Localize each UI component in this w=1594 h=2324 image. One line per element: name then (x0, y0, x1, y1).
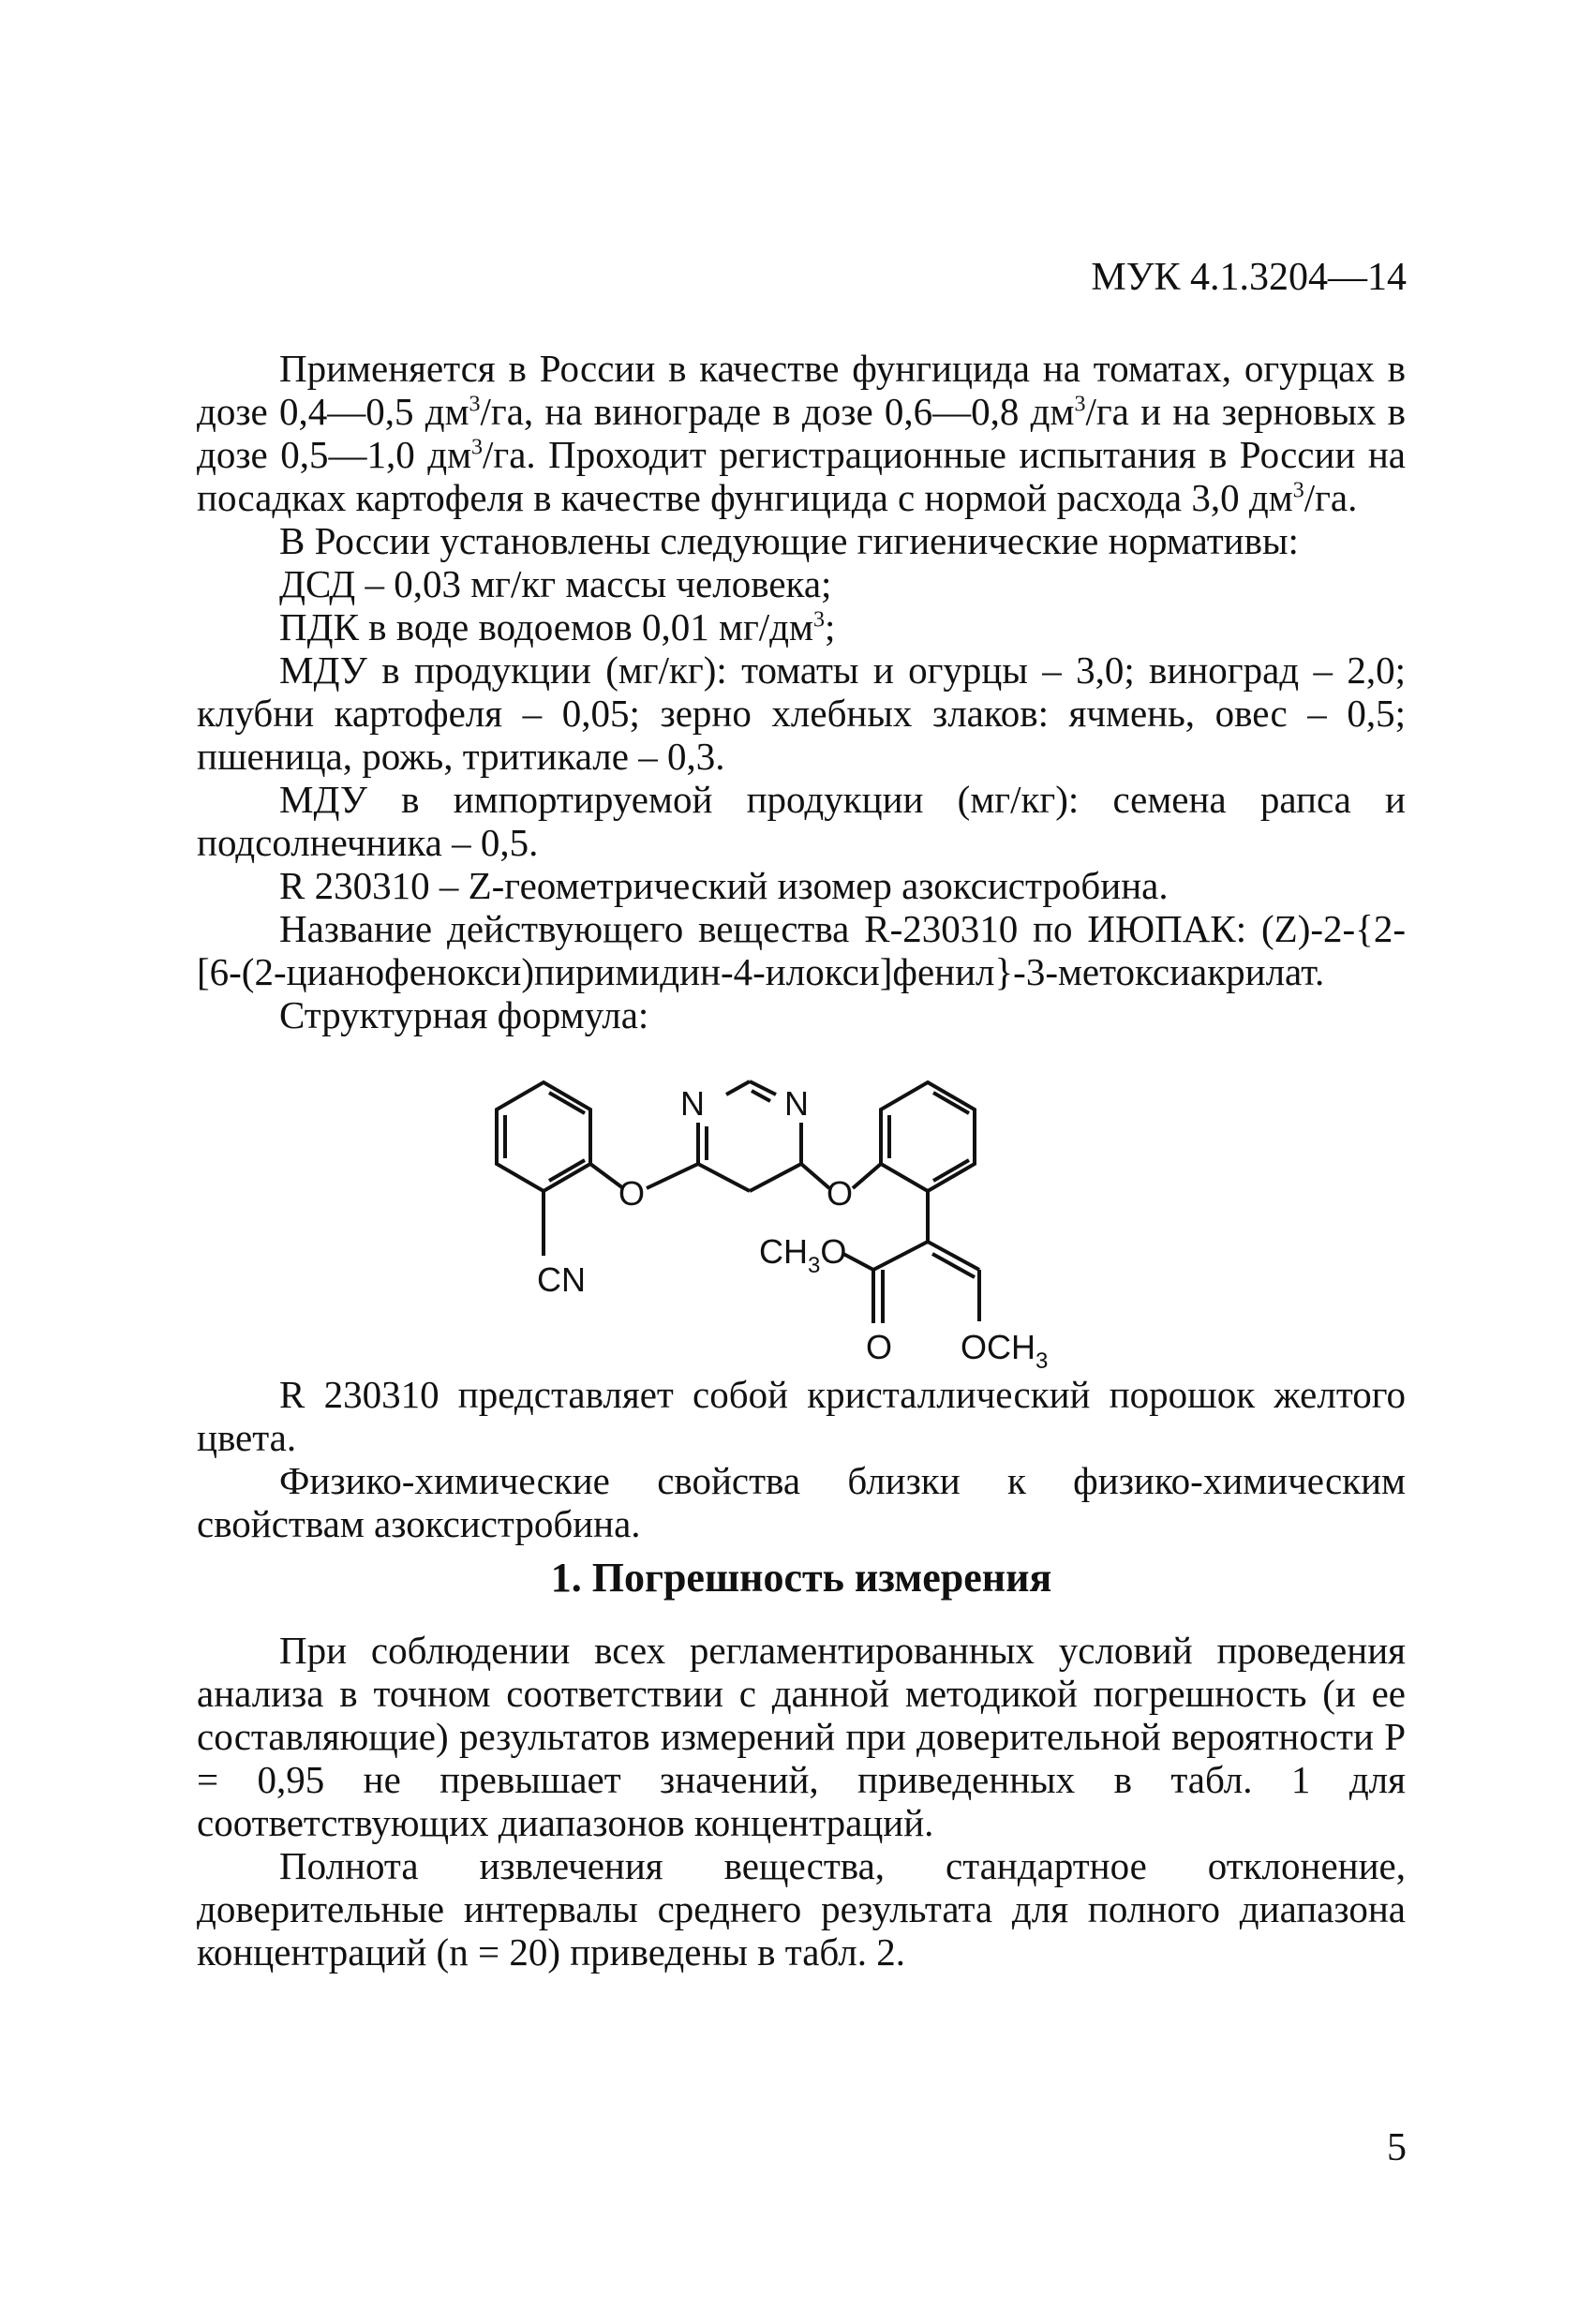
paragraph-formula-label: Структурная формула: (279, 993, 649, 1036)
paragraph-dsd: ДСД – 0,03 мг/кг массы человека; (279, 562, 832, 605)
paragraph-error: При соблюдении всех регламентированных условий проведения анализа в точном соответствии с данной методикой погрешность (и ее составляющие) результатов измерений при доверительной вероятности P = 0,95 не превышает значений, приведенных в табл. 1 для соответствующих диапазонов концентраций. (197, 1629, 1406, 1844)
structural-formula (469, 1040, 1181, 1378)
ether-oxygen-left: O (618, 1174, 646, 1213)
pyrimidine-nitrogen-right: N (784, 1084, 809, 1123)
properties-text (197, 1373, 1406, 1545)
paragraph-properties: Физико-химические свойства близки к физико-химическим свойствам азоксистробина. (197, 1459, 1406, 1545)
page-number: 5 (1387, 2126, 1407, 2169)
paragraph-pdk: ПДК в воде водоемов 0,01 $мг/дм^3$; (279, 605, 836, 648)
paragraph-norms-intro: В России установлены следующие гигиенические нормативы: (279, 519, 1299, 562)
paragraph-isomer: R 230310 – Z-геометрический изомер азоксистробина. (279, 864, 1169, 907)
paragraph-mdu-import: МДУ в импортируемой продукции (мг/кг): семена рапса и подсолнечника – 0,5. (197, 778, 1406, 864)
paragraph-iupac-name: Название действующего вещества R-230310 по ИЮПАК: (Z)-2-{2-[6-(2-цианофенокси)пиримидин-4-илокси]фенил}-3-метоксиакрилат. (197, 907, 1406, 993)
intro-text (197, 347, 1406, 1036)
carbonyl-oxygen: O (866, 1328, 893, 1366)
nitrile-group: CN (537, 1260, 586, 1299)
section-text (197, 1629, 1406, 1974)
section-title: 1. Погрешность измерения (550, 1555, 1052, 1601)
methoxy-ester: $CH_3O$ (759, 1232, 847, 1278)
ether-oxygen-right: O (827, 1174, 854, 1213)
pyrimidine-nitrogen-left: N (680, 1084, 705, 1123)
document-number: МУК 4.1.3204—14 (1091, 256, 1407, 299)
paragraph-application: Применяется в России в качестве фунгицида на томатах, огурцах в дозе 0,4—0,5 $дм^3/га$, на винограде в дозе 0,6—0,8 $дм^3/га$ и на зерновых в дозе 0,5—1,0 $дм^3/га$. Проходит регистрационные испытания в России на посадках картофеля в качестве фунгицида с нормой расхода 3,0 $дм^3/га$. (197, 347, 1406, 519)
paragraph-recovery: Полнота извлечения вещества, стандартное отклонение, доверительные интервалы среднего результата для полного диапазона концентраций (n = 20) приведены в табл. 2. (197, 1844, 1406, 1974)
paragraph-mdu: МДУ в продукции (мг/кг): томаты и огурцы – 3,0; виноград – 2,0; клубни картофеля – 0,05; зерно хлебных злаков: ячмень, овес – 0,5; пшеница, рожь, тритикале – 0,3. (197, 648, 1406, 778)
paragraph-appearance: R 230310 представляет собой кристаллический порошок желтого цвета. (197, 1373, 1406, 1459)
methoxy-group: $OCH_3$ (961, 1328, 1049, 1374)
